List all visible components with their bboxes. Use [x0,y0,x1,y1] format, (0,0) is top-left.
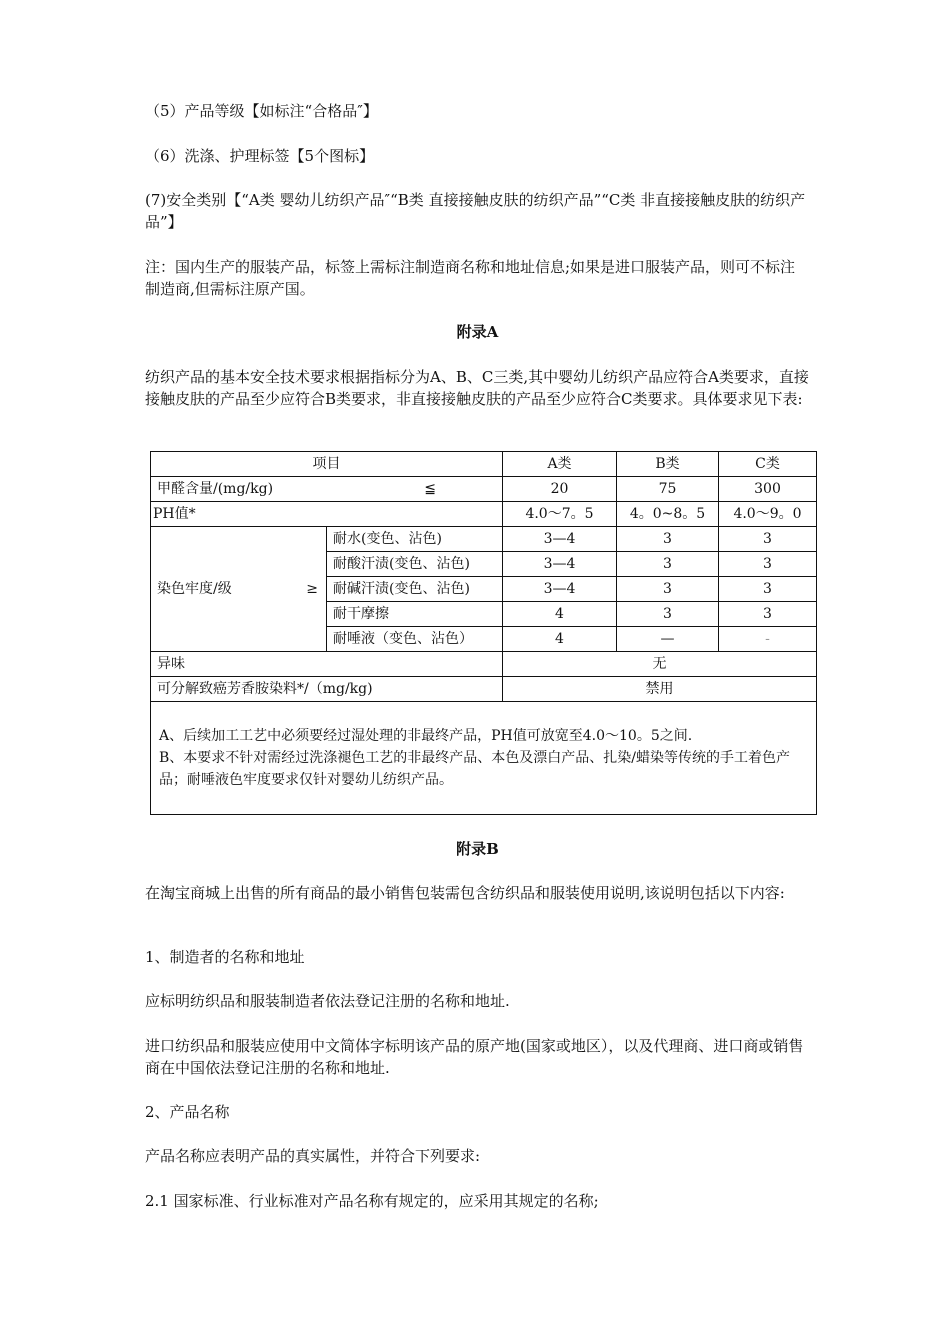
fastness-b: 3 [617,602,719,627]
formaldehyde-symbol: ≦ [424,481,436,497]
section-1-title: 1、制造者的名称和地址 [145,948,305,966]
header-class-c: C类 [719,452,817,477]
item-care-label: （6）洗涤、护理标签【5个图标】 [145,147,375,165]
fastness-b: 3 [617,552,719,577]
table-row [151,652,817,677]
header-item: 项目 [151,452,503,477]
section-2-1: 2.1 国家标准、行业标准对产品名称有规定的，应采用其规定的名称; [145,1192,599,1210]
formaldehyde-a: 20 [503,477,617,502]
fastness-c: 3 [719,577,817,602]
formaldehyde-c: 300 [719,477,817,502]
header-class-b: B类 [617,452,719,477]
formaldehyde-label: 甲醛含量/(mg/kg) [157,481,274,497]
fastness-c: 3 [719,552,817,577]
ph-label: PH值* [151,502,503,527]
ph-b: 4。0~8。5 [617,502,719,527]
fastness-a: 3—4 [503,577,617,602]
appendix-a-title: 附录A [456,323,499,341]
fastness-label: 染色牢度/级 [157,581,232,597]
section-2-body: 产品名称应表明产品的真实属性，并符合下列要求: [145,1147,481,1165]
section-1-import: 进口纺织品和服装应使用中文简体字标明该产品的原产地(国家或地区），以及代理商、进口商或销售商在中国依法登记注册的名称和地址. [145,1037,804,1077]
fastness-a: 3—4 [503,527,617,552]
formaldehyde-b: 75 [617,477,719,502]
table-row [151,677,817,702]
azo-value: 禁用 [503,677,817,702]
section-2-title: 2、产品名称 [145,1103,230,1121]
fastness-item: 耐干摩擦 [327,602,503,627]
safety-requirements-table [150,451,817,815]
fastness-item: 耐唾液（变色、沾色） [327,627,503,652]
fastness-item: 耐水(变色、沾色) [327,527,503,552]
table-header-row [151,452,817,477]
azo-label: 可分解致癌芳香胺染料*/（mg/kg) [151,677,503,702]
fastness-c: 3 [719,602,817,627]
table-notes-row [151,702,817,815]
fastness-c: - [719,627,817,652]
header-class-a: A类 [503,452,617,477]
fastness-a: 4 [503,627,617,652]
odor-value: 无 [503,652,817,677]
fastness-a: 3—4 [503,552,617,577]
appendix-b-title: 附录B [456,840,499,858]
fastness-b: 3 [617,577,719,602]
fastness-a: 4 [503,602,617,627]
fastness-c: 3 [719,527,817,552]
table-note-a: A、后续加工工艺中必须要经过湿处理的非最终产品，PH值可放宽至4.0～10。5之间. [159,728,693,744]
fastness-b: — [617,627,719,652]
item-product-grade: （5）产品等级【如标注“合格品″】 [145,102,378,120]
table-note-b: B、本要求不针对需经过洗涤褪色工艺的非最终产品、本色及漂白产品、扎染/蜡染等传统的手工着色产品；耐唾液色牢度要求仅针对婴幼儿纺织产品。 [159,750,791,788]
table-row [151,477,817,502]
section-1-body: 应标明纺织品和服装制造者依法登记注册的名称和地址. [145,992,510,1010]
fastness-cell [151,527,327,652]
formaldehyde-cell [151,477,503,502]
table-row [151,502,817,527]
appendix-b-intro: 在淘宝商城上出售的所有商品的最小销售包装需包含纺织品和服装使用说明,该说明包括以下内容: [145,884,785,902]
note-paragraph: 注：国内生产的服装产品，标签上需标注制造商名称和地址信息;如果是进口服装产品，则可不标注制造商,但需标注原产国。 [145,258,796,298]
table-notes [151,702,817,815]
fastness-item: 耐酸汗渍(变色、沾色) [327,552,503,577]
odor-label: 异味 [151,652,503,677]
ph-c: 4.0～9。0 [719,502,817,527]
fastness-b: 3 [617,527,719,552]
ph-a: 4.0～7。5 [503,502,617,527]
fastness-symbol: ≥ [306,581,318,597]
item-safety-category: (7)安全类别【“A类 婴幼儿纺织产品″“B类 直接接触皮肤的纺织产品”“C类 非直接接触皮肤的纺织产品”】 [145,191,806,231]
table-row [151,527,817,552]
fastness-item: 耐碱汗渍(变色、沾色) [327,577,503,602]
appendix-a-intro: 纺织产品的基本安全技术要求根据指标分为A、B、C三类,其中婴幼儿纺织产品应符合A类要求，直接接触皮肤的产品至少应符合B类要求，非直接接触皮肤的产品至少应符合C类要求。具体要求见下表: [145,368,809,408]
